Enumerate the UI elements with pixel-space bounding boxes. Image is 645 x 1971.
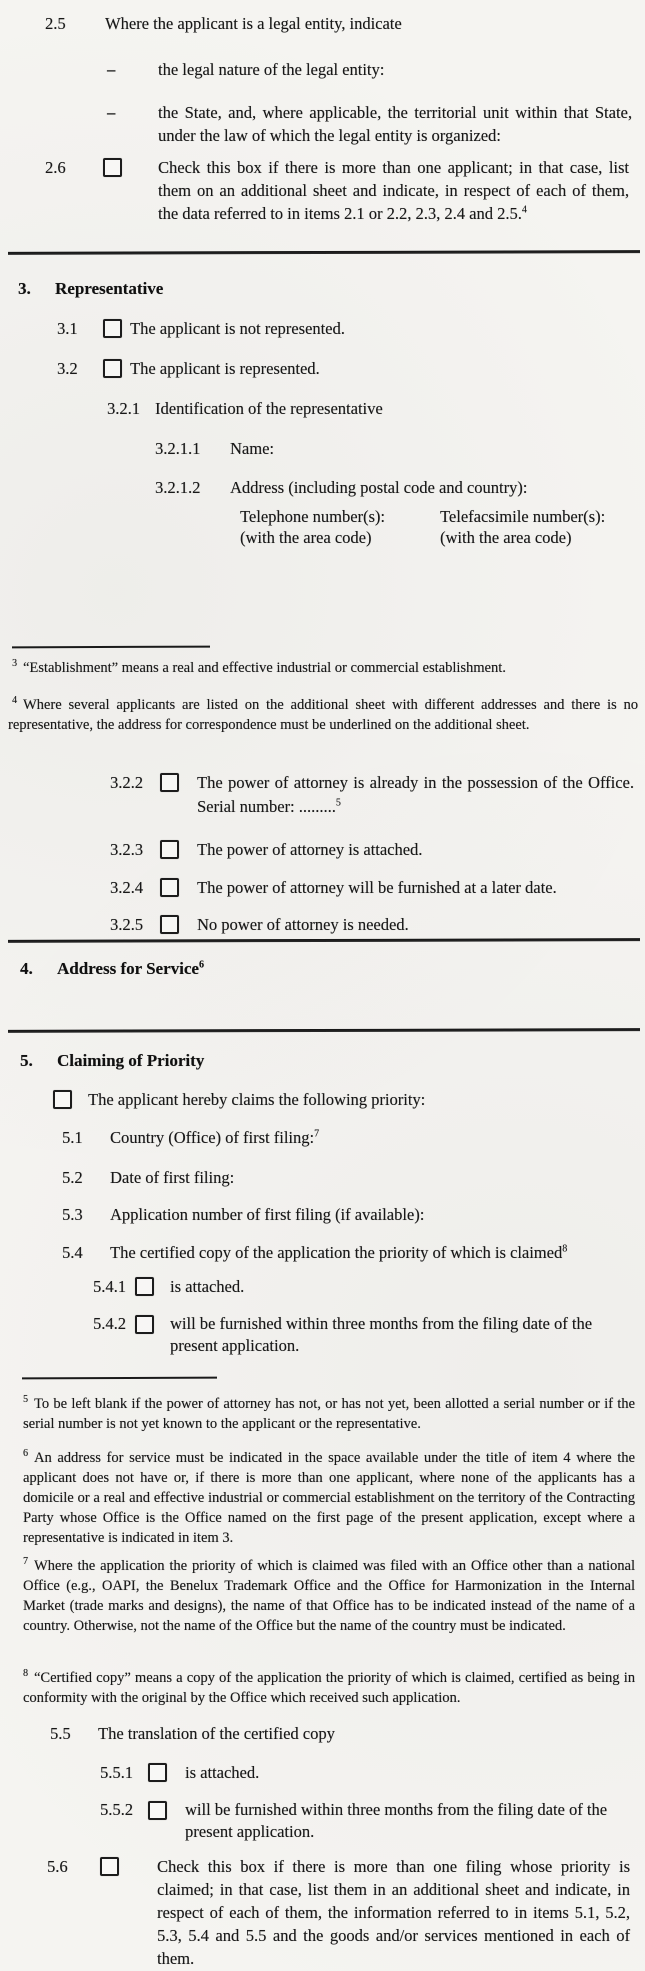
footnote-6-marker: 6 [23,1448,28,1460]
item-5-4-1-text: is attached. [170,1277,245,1296]
item-3-2-1-2-number: 3.2.1.2 [155,478,201,497]
checkbox-claim-priority[interactable] [53,1090,72,1109]
item-5-1-text [110,1126,319,1149]
checkbox-5-4-2[interactable] [135,1315,154,1334]
item-3-2-text: The applicant is represented. [130,359,320,378]
name-label: Name: [230,439,274,458]
telefacsimile-label-line1: Telefacsimile number(s): [440,507,606,526]
checkbox-3-2-4[interactable] [160,878,179,897]
item-5-2-text: Date of first filing: [110,1168,235,1187]
section-4-title [57,957,204,980]
item-3-2-1-1-number: 3.2.1.1 [155,439,201,458]
checkbox-3-2[interactable] [103,359,122,378]
telephone-label-line2: (with the area code) [240,528,372,547]
item-5-3-text: Application number of first filing (if available): [110,1205,425,1224]
footnote-4-marker: 4 [12,695,17,707]
item-3-1-number: 3.1 [57,319,78,338]
section-4-title-text: Address for Service [57,959,199,978]
item-5-4-text-body: The certified copy of the application the priority of which is claimed [110,1243,563,1262]
section-5-title: Claiming of Priority [57,1051,205,1070]
footnote-4-text: Where several applicants are listed on the additional sheet with different addresses and there is no representative, the address for correspondence must be underlined on the additional sheet. [8,697,638,733]
dash-bullet-icon: – [107,103,116,122]
footnote-divider [12,646,210,649]
checkbox-5-4-1[interactable] [135,1277,154,1296]
item-3-2-3-text: The power of attorney is attached. [197,840,423,859]
item-5-1-text-body: Country (Office) of first filing: [110,1128,315,1147]
item-5-4-2-text: will be furnished within three months from the filing date of the present application. [170,1314,593,1355]
footnote-5-text: To be left blank if the power of attorney has not, or has not yet, been allotted a serial number or if the serial number is not yet known to the applicant or the representative. [23,1396,635,1432]
item-3-2-2-text [197,771,634,819]
item-5-6-number: 5.6 [47,1857,68,1876]
item-5-4-2-number: 5.4.2 [93,1314,126,1333]
section-5-number: 5. [20,1051,33,1070]
footnote-ref-6: 6 [198,959,204,971]
footnote-divider [22,1377,217,1380]
item-2-6-text [158,156,629,225]
item-3-2-2-number: 3.2.2 [110,773,143,792]
section-4-number: 4. [20,959,33,978]
item-3-2-number: 3.2 [57,359,78,378]
footnote-ref-7: 7 [314,1128,320,1140]
checkbox-5-6[interactable] [100,1857,119,1876]
item-3-2-1-number: 3.2.1 [107,399,140,418]
footnote-ref-8: 8 [562,1243,568,1255]
address-label: Address (including postal code and country): [230,478,528,497]
section-divider [8,250,640,255]
footnote-8-text: “Certified copy” means a copy of the application the priority of which is claimed, certified as being in conformity with the original by the Office which received such application. [23,1670,635,1706]
item-3-2-1-text: Identification of the representative [155,399,383,418]
checkbox-5-5-2[interactable] [148,1801,167,1820]
item-5-4-number: 5.4 [62,1243,83,1262]
footnote-7-text: Where the application the priority of which is claimed was filed with an Office other than a national Office (e.g., OAPI, the Benelux Trademark Office and the Office for Harmonization in the Internal Market (trade marks and designs), the name of that Office has to be indicated instead of the name of a country. Otherwise, not the name of the Office but the name of the country must be indicated. [23,1558,635,1634]
section-divider [8,1028,640,1033]
item-3-2-5-number: 3.2.5 [110,915,143,934]
telefacsimile-label [440,506,605,548]
item-2-6-number: 2.6 [45,158,66,177]
telephone-label [240,506,385,548]
section-divider [8,938,640,943]
item-5-3-number: 5.3 [62,1205,83,1224]
footnote-3-text: “Establishment” means a real and effective industrial or commercial establishment. [23,660,506,676]
checkbox-5-5-1[interactable] [148,1763,167,1782]
item-5-5-2-number: 5.5.2 [100,1800,133,1819]
checkbox-3-1[interactable] [103,319,122,338]
footnote-ref-4: 4 [521,204,527,216]
item-5-claim-text: The applicant hereby claims the following priority: [88,1090,426,1109]
footnote-ref-5: 5 [335,797,341,809]
item-3-2-4-text: The power of attorney will be furnished at a later date. [197,878,557,897]
footnote-5-marker: 5 [23,1394,28,1406]
item-5-4-1-number: 5.4.1 [93,1277,126,1296]
checkbox-3-2-2[interactable] [160,773,179,792]
telefacsimile-label-line2: (with the area code) [440,528,572,547]
item-5-5-1-number: 5.5.1 [100,1763,133,1782]
dash-bullet-icon: – [107,60,116,79]
item-5-5-number: 5.5 [50,1724,71,1743]
section-3-title: Representative [55,279,164,298]
item-5-5-2-text: will be furnished within three months from the filing date of the present application. [185,1800,608,1841]
item-3-1-text: The applicant is not represented. [130,319,345,338]
section-3-number: 3. [18,279,31,298]
item-2-5-text: Where the applicant is a legal entity, indicate [105,14,402,33]
footnote-6-text: An address for service must be indicated in the space available under the title of item 4 where the applicant does not have or, if there is more than one applicant, where none of the applicants has a domicile or a real and effective industrial or commercial establishment on the territory of the Contracting Party whose Office is the Office named on the first page of the present application, except where a representative is indicated in item 3. [23,1450,635,1546]
item-5-5-1-text: is attached. [185,1763,260,1782]
item-5-5-text: The translation of the certified copy [98,1724,335,1743]
footnote-7-marker: 7 [23,1556,28,1568]
item-3-2-3-number: 3.2.3 [110,840,143,859]
telephone-label-line1: Telephone number(s): [240,507,386,526]
checkbox-3-2-5[interactable] [160,915,179,934]
footnote-3-marker: 3 [12,658,17,670]
item-5-1-number: 5.1 [62,1128,83,1147]
item-2-5-sub1-text: the legal nature of the legal entity: [158,60,385,79]
item-5-6-text: Check this box if there is more than one filing whose priority is claimed; in that case, list them in an additional sheet and indicate, in respect of each of them, the information referred to in items 5.1, 5.2, 5.3, 5.4 and 5.5 and the goods and/or services mentioned in each of them. [157,1857,630,1968]
item-5-4-text [110,1241,567,1264]
item-2-5-number: 2.5 [45,14,66,33]
item-2-5-sub2-text: the State, and, where applicable, the territorial unit within that State, under the law of which the legal entity is organized: [158,103,632,145]
checkbox-3-2-3[interactable] [160,840,179,859]
item-3-2-5-text: No power of attorney is needed. [197,915,409,934]
item-5-2-number: 5.2 [62,1168,83,1187]
checkbox-2-6[interactable] [103,158,122,177]
item-3-2-2-text-body: The power of attorney is already in the possession of the Office. Serial number: ......... [197,773,634,816]
item-2-6-text-body: Check this box if there is more than one applicant; in that case, list them on an additional sheet and indicate, in respect of each of them, the data referred to in items 2.1 or 2.2, 2.3, 2.4 and 2.5. [158,158,629,223]
footnote-8-marker: 8 [23,1668,28,1680]
item-3-2-4-number: 3.2.4 [110,878,143,897]
